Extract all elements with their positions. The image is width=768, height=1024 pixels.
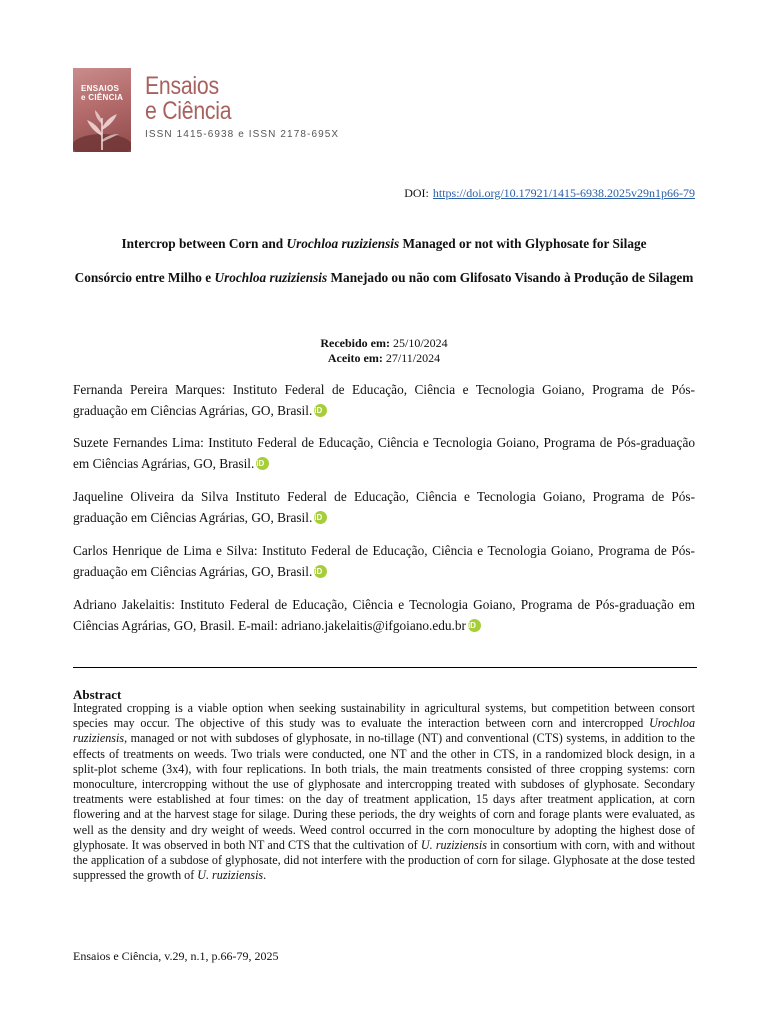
abstract-text: Integrated cropping is a viable option when seeking sustainability in agricultural systems, but competition between consort species may occur. The objective of this study was to evaluate the interaction between corn and intercropped	[73, 701, 695, 731]
author-entry	[73, 540, 695, 582]
accepted-date	[0, 351, 768, 366]
orcid-icon[interactable]: iD	[314, 404, 327, 417]
orcid-icon[interactable]: iD	[314, 565, 327, 578]
title-en-part: Intercrop between Corn and	[121, 236, 287, 251]
page-footer-citation: Ensaios e Ciência, v.29, n.1, p.66-79, 2025	[73, 949, 279, 963]
abstract-species: U. ruziziensis	[420, 837, 487, 852]
journal-name-line2: e Ciência	[145, 97, 232, 125]
journal-name	[145, 74, 231, 124]
abstract-species: Urochloa ruziziensis	[73, 716, 695, 746]
title-pt-species: Urochloa ruziziensis	[214, 270, 328, 285]
doi-line	[404, 186, 695, 201]
author-affiliation: Fernanda Pereira Marques: Instituto Federal de Educação, Ciência e Tecnologia Goiano, Programa de Pós-graduação em Ciências Agrárias, GO, Brasil.	[73, 382, 695, 418]
section-divider	[73, 667, 697, 668]
author-entry	[73, 379, 695, 421]
title-pt-part: Manejado ou não com Glifosato Visando à Produção de Silagem	[327, 270, 694, 285]
accepted-label: Aceito em:	[327, 351, 383, 365]
orcid-icon[interactable]: iD	[314, 511, 327, 524]
author-affiliation: Carlos Henrique de Lima e Silva: Instituto Federal de Educação, Ciência e Tecnologia Goiano, Programa de Pós-graduação em Ciências Agrárias, GO, Brasil.	[73, 543, 695, 579]
abstract-heading: Abstract	[73, 687, 122, 702]
author-affiliation: Jaqueline Oliveira da Silva Instituto Federal de Educação, Ciência e Tecnologia Goiano, Programa de Pós-graduação em Ciências Agrárias, GO, Brasil.	[73, 489, 695, 525]
journal-cover-logo	[73, 68, 131, 152]
title-english	[73, 235, 695, 253]
doi-label: DOI:	[404, 186, 429, 200]
cover-line1: ENSAIOS	[81, 84, 120, 93]
abstract-text: in consortium with corn, with and without the application of a subdose of glyphosate, did not interfere with the production of corn for silage. Glyphosate at the dose tested suppressed the growth of	[73, 837, 695, 883]
abstract-text: , managed or not with subdoses of glyphosate, in no-tillage (NT) and conventional (CTS) systems, in addition to the effects of treatments on weeds. Two trials were conducted, one NT and the other in CTS, in a randomized block design, in a split-plot scheme (3x4), with four replications. In both trials, the main treatments consisted of three cropping systems: corn monoculture, intercropping without the use of glyphosate and intercropping treated with subdoses of glyphosate. Secondary treatments were established at four times: on the day of treatment application, 15 days after treatment application, at corn flowering and at the harvest stage for silage. During these periods, the dry weights of corn and forage plants were evaluated, as well as the density and dry weight of weeds. Weed control occurred in the corn monoculture by adopting the highest dose of glyphosate. It was observed in both NT and CTS that the cultivation of	[73, 731, 695, 852]
cover-line2: e CIÊNCIA	[81, 93, 124, 102]
title-portuguese	[73, 269, 695, 287]
abstract-text: .	[263, 868, 267, 883]
received-value: 25/10/2024	[392, 336, 448, 350]
author-entry	[73, 486, 695, 528]
abstract-body	[73, 701, 695, 883]
journal-name-line1: Ensaios	[145, 72, 219, 100]
cover-plant-icon	[73, 106, 131, 152]
received-label: Recebido em:	[320, 336, 390, 350]
author-affiliation: Adriano Jakelaitis: Instituto Federal de Educação, Ciência e Tecnologia Goiano, Programa de Pós-graduação em Ciências Agrárias, GO, Brasil. E-mail: adriano.jakelaitis@ifgoiano.edu.br	[73, 597, 695, 633]
author-entry	[73, 594, 695, 636]
doi-link[interactable]: https://doi.org/10.17921/1415-6938.2025v29n1p66-79	[432, 186, 695, 200]
author-entry	[73, 432, 695, 474]
orcid-icon[interactable]: iD	[256, 457, 269, 470]
title-pt-part: Consórcio entre Milho e	[74, 270, 215, 285]
issn-line: ISSN 1415-6938 e ISSN 2178-695X	[145, 129, 340, 140]
title-en-part: Managed or not with Glyphosate for Silage	[399, 236, 647, 251]
author-affiliation: Suzete Fernandes Lima: Instituto Federal de Educação, Ciência e Tecnologia Goiano, Programa de Pós-graduação em Ciências Agrárias, GO, Brasil.	[73, 435, 695, 471]
orcid-icon[interactable]: iD	[468, 619, 481, 632]
title-en-species: Urochloa ruziziensis	[286, 236, 400, 251]
abstract-species: U. ruziziensis	[197, 868, 264, 883]
accepted-value: 27/11/2024	[385, 351, 441, 365]
received-date	[0, 336, 768, 351]
